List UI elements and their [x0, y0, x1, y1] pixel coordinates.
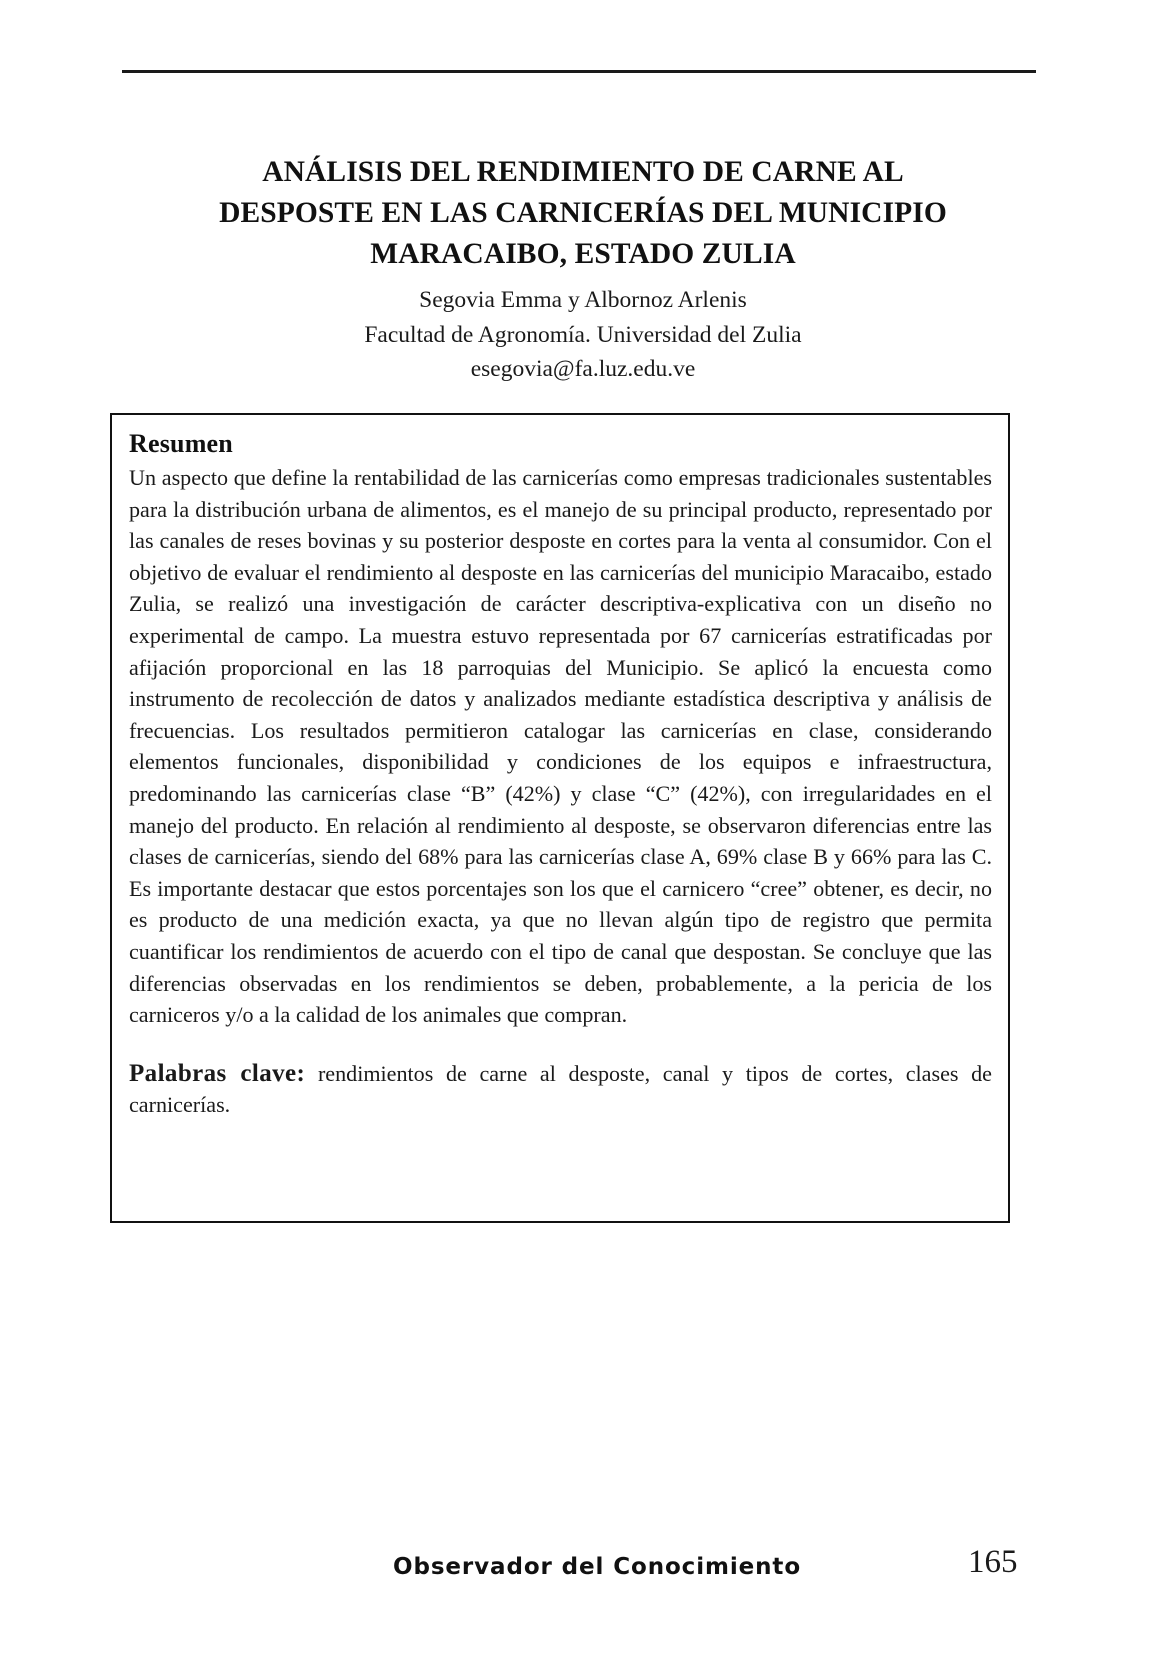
keywords-label: Palabras clave:	[129, 1059, 306, 1087]
footer-page-number: 165	[968, 1544, 1018, 1580]
title-line-3: MARACAIBO, ESTADO ZULIA	[370, 237, 796, 270]
author-names: Segovia Emma y Albornoz Arlenis	[419, 287, 747, 313]
author-block	[133, 283, 1033, 387]
abstract-heading: Resumen	[129, 429, 233, 458]
abstract-box	[110, 413, 1010, 1223]
header-rule	[122, 70, 1036, 73]
keywords-paragraph	[129, 1058, 992, 1121]
abstract-content	[112, 415, 1008, 1131]
author-affiliation: Facultad de Agronomía. Universidad del Zulia	[364, 321, 802, 348]
author-email: esegovia@fa.luz.edu.ve	[470, 356, 696, 382]
footer-journal-name: Observador del Conocimiento	[393, 1554, 802, 1580]
abstract-body: Un aspecto que define la rentabilidad de las carnicerías como empresas tradicionales sustentables para la distribución urbana de alimentos, es el manejo de su principal producto, representado por las canales de reses bovinas y su posterior desposte en cortes para la venta al consumidor. Con el objetivo de evaluar el rendimiento al desposte en las carnicerías del municipio Maracaibo, estado Zulia, se realizó una investigación de carácter descriptiva-explicativa con un diseño no experimental de campo. La muestra estuvo representada por 67 carnicerías estratificadas por afijación proporcional en las 18 parroquias del Municipio. Se aplicó la encuesta como instrumento de recolección de datos y analizados mediante estadística descriptiva y análisis de frecuencias. Los resultados permitieron catalogar las carnicerías en clase, considerando elementos funcionales, disponibilidad y condiciones de los equipos e infraestructura, predominando las carnicerías clase “B” (42%) y clase “C” (42%), con irregularidades en el manejo del producto. En relación al rendimiento al desposte, se observaron diferencias entre las clases de carnicerías, siendo del 68% para las carnicerías clase A, 69% clase B y 66% para las C. Es importante destacar que estos porcentajes son los que el carnicero “cree” obtener, es decir, no es producto de una medición exacta, ya que no llevan algún tipo de registro que permita cuantificar los rendimientos de acuerdo con el tipo de canal que despostan. Se concluye que las diferencias observadas en los rendimientos se deben, probablemente, a la pericia de los carniceros y/o a la calidad de los animales que compran.	[129, 465, 992, 1028]
title-line-2: DESPOSTE EN LAS CARNICERÍAS DEL MUNICIPIO	[219, 196, 947, 229]
page-title	[133, 152, 1033, 275]
keywords-list: rendimientos de carne al desposte, canal y tipos de cortes, clases de carnicerías.	[129, 1060, 992, 1118]
title-line-1: ANÁLISIS DEL RENDIMIENTO DE CARNE AL	[262, 155, 904, 188]
